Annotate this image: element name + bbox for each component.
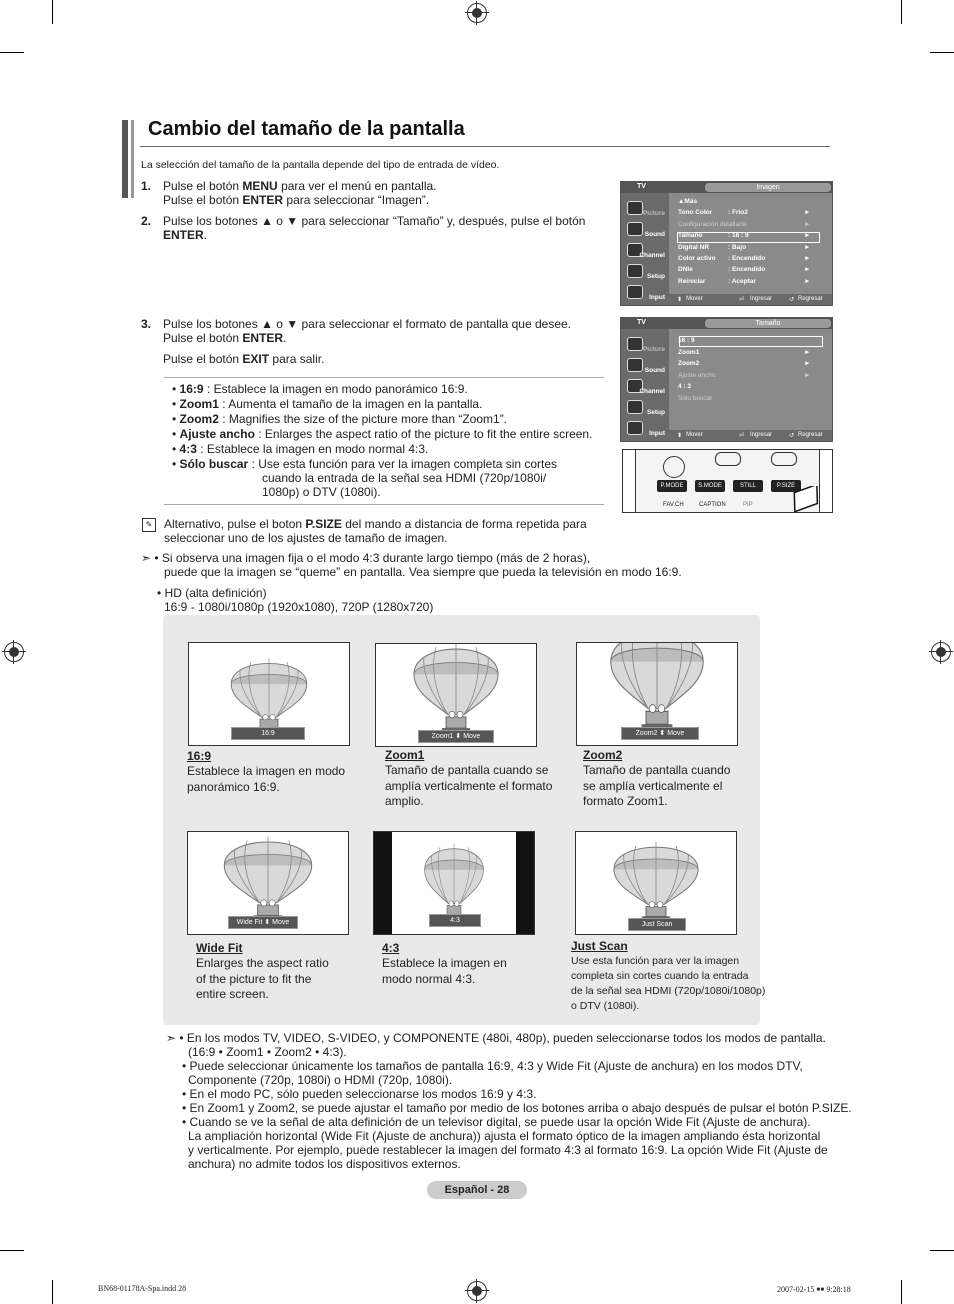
menu-row[interactable]: Digital NR : Bajo ► (678, 243, 811, 251)
smode-button[interactable]: S.MODE (695, 480, 725, 492)
menu-side-setup[interactable]: Setup (625, 398, 667, 416)
menu-selection-highlight (679, 336, 823, 347)
crop-mark (901, 1280, 902, 1304)
size-mode-preview (575, 831, 737, 935)
size-mode-title: 16:9 (187, 749, 212, 763)
crop-mark (0, 52, 24, 53)
pmode-button[interactable]: P.MODE (657, 480, 687, 492)
step-1 (141, 179, 611, 209)
size-mode-preview (576, 642, 738, 746)
footer-filename: BN68-01178A-Spa.indd 28 (98, 1284, 187, 1293)
registration-mark-icon (4, 642, 24, 662)
menu-row[interactable]: DNIe : Encendido ► (678, 266, 811, 274)
menu-row[interactable]: Color activo : Encendido ► (678, 255, 811, 262)
size-mode-title: Zoom1 (385, 748, 425, 762)
remote-button[interactable] (715, 452, 741, 466)
step-number: 3. (141, 317, 152, 331)
size-mode-description: Tamaño de pantalla cuando se amplía verticalmente el formato amplio. (385, 763, 553, 808)
remote-control-illustration (622, 449, 833, 513)
still-button[interactable]: STILL (733, 480, 763, 492)
menu-tv-label: TV (637, 319, 646, 326)
arrow-icon: ➣ (141, 551, 155, 565)
menu-side-sound[interactable]: Sound (625, 220, 667, 238)
menu-side-picture[interactable]: Picture (625, 199, 667, 217)
menu-side-setup[interactable]: Setup (625, 262, 667, 280)
size-mode-preview (188, 642, 350, 746)
menu-row[interactable]: Sólo buscar (678, 394, 713, 402)
return-icon: ↺ (789, 297, 795, 303)
step-2 (141, 214, 611, 244)
intro-text: La selección del tamaño de la pantalla depende del tipo de entrada de vídeo. (141, 159, 500, 171)
move-icon: ⬍ (677, 297, 683, 303)
caption-label: CAPTION (699, 502, 726, 508)
crop-mark (930, 1250, 954, 1251)
note-burn-in: ➣ • Si observa una imagen fija o el modo 4:3 durante largo tiempo (más de 2 horas), puede que la imagen se “queme” en pantalla. Vea siempre que pueda la televisión en modo 16:9. (141, 551, 682, 579)
footer-timestamp: 2007-02-15 ￭￭ 9:28:18 (777, 1285, 851, 1294)
step-number: 2. (141, 214, 152, 228)
note-line: • Cuando se ve la señal de alta definición de un televisor digital, se puede usar la opción Wide Fit (Ajuste de anchura). (182, 1115, 811, 1129)
osd-size-tag: Just Scan (628, 918, 686, 931)
psize-button[interactable]: P.SIZE (771, 480, 801, 492)
note-line: (16:9 • Zoom1 • Zoom2 • 4:3). (188, 1045, 347, 1059)
note-line: y verticalmente. Por ejemplo, puede restablecer la imagen del formato 4:3 al formato 16:9. La opción Wide Fit (Ajuste de (188, 1143, 828, 1157)
size-mode-description: Enlarges the aspect ratio of the picture to fit the entire screen. (196, 956, 329, 1001)
option-16-9: • 16:9 : Establece la imagen en modo panorámico 16:9. (172, 382, 468, 396)
menu-row[interactable]: 16 : 9 (678, 337, 695, 344)
osd-size-tag: Zoom2 ⬍ Move (621, 727, 699, 740)
sound-icon (627, 358, 643, 372)
step-line: Pulse el botón EXIT para salir. (163, 352, 325, 366)
menu-tab-tamano[interactable]: Tamaño (705, 319, 831, 328)
step-line: Pulse el botón ENTER para seleccionar “Imagen”. (163, 193, 430, 207)
step-line: Pulse los botones ▲ o ▼ para seleccionar “Tamaño” y, después, pulse el botón (163, 214, 586, 228)
step-line: Pulse el botón MENU para ver el menú en pantalla. (163, 179, 437, 193)
page-title: Cambio del tamaño de la pantalla (148, 118, 465, 140)
osd-size-tag: 16:9 (231, 727, 305, 740)
menu-side-input[interactable]: Input (625, 283, 667, 301)
menu-row[interactable]: Zoom2 ► (678, 360, 811, 367)
menu-row[interactable]: Ajuste ancho ► (678, 371, 811, 379)
size-mode-title: Just Scan (571, 939, 628, 953)
crop-mark (901, 0, 902, 24)
menu-row[interactable]: 4 : 3 (678, 383, 692, 390)
pip-label: PIP (743, 502, 753, 508)
title-accent-bar (131, 120, 134, 198)
menu-footer: ⬍ Mover ⏎ Ingresar ↺ Regresar (669, 294, 832, 305)
tv-menu-imagen (620, 181, 833, 306)
note-line: Componente (720p, 1080i) o HDMI (720p, 1080i). (188, 1073, 453, 1087)
picture-icon (627, 201, 643, 215)
registration-mark-icon (467, 3, 487, 23)
menu-side-channel[interactable]: Channel (625, 241, 667, 259)
input-icon (627, 421, 643, 435)
step-line: Pulse el botón ENTER. (163, 331, 287, 345)
crop-mark (0, 1250, 24, 1251)
return-button-icon[interactable] (663, 456, 685, 478)
setup-icon (627, 264, 643, 278)
osd-size-tag: Wide Fit ⬍ Move (228, 916, 298, 929)
size-mode-preview (187, 831, 349, 935)
menu-row[interactable]: Tono Color : Frío2 ► (678, 209, 811, 217)
menu-footer: ⬍ Mover ⏎ Ingresar ↺ Regresar (669, 430, 832, 441)
note-line: anchura) no admite todos los dispositivos externos. (188, 1157, 461, 1171)
step-number: 1. (141, 179, 152, 193)
note-psize: Alternativo, pulse el boton P.SIZE del mando a distancia de forma repetida para seleccionar uno de los ajustes de tamaño de imagen. (164, 517, 587, 545)
registration-mark-icon (467, 1281, 487, 1301)
menu-row[interactable]: ▲Más (678, 198, 698, 205)
crop-mark (52, 1280, 53, 1304)
favch-label: FAV.CH (663, 502, 684, 508)
size-mode-description: Establece la imagen en modo normal 4:3. (382, 956, 507, 986)
note-icon: ✎ (142, 518, 156, 532)
menu-side-channel[interactable]: Channel (625, 377, 667, 395)
title-rule (140, 146, 830, 147)
size-mode-preview (373, 831, 535, 935)
menu-row[interactable]: Configuración detallada ► (678, 220, 811, 228)
menu-side-sound[interactable]: Sound (625, 356, 667, 374)
osd-size-tag: Zoom1 ⬍ Move (418, 730, 494, 743)
step-line: Pulse los botones ▲ o ▼ para seleccionar el formato de pantalla que desee. (163, 317, 571, 331)
step-line: ENTER. (163, 228, 208, 242)
size-mode-description: Establece la imagen en modo panorámico 16:9. (187, 764, 346, 794)
menu-row[interactable]: Tamaño : 16 : 9 ► (678, 232, 811, 240)
move-icon: ⬍ (677, 433, 683, 439)
pointer-arrow-icon (791, 486, 831, 512)
note-hd: • HD (alta definición) 16:9 - 1080i/1080p (1920x1080), 720P (1280x720) (157, 586, 434, 614)
osd-size-tag: 4:3 (429, 914, 481, 927)
option-zoom2: • Zoom2 : Magnifies the size of the picture more than “Zoom1”. (172, 412, 508, 426)
menu-side-input[interactable]: Input (625, 419, 667, 437)
remote-button[interactable] (771, 452, 797, 466)
title-accent-bar (122, 120, 128, 198)
option-solo-buscar-cont: 1080p) o DTV (1080i). (262, 485, 381, 499)
size-mode-description: Tamaño de pantalla cuando se amplía verticalmente el formato Zoom1. (583, 763, 731, 808)
input-icon (627, 285, 643, 299)
setup-icon (627, 400, 643, 414)
note-line: ➣ • En los modos TV, VIDEO, S-VIDEO, y COMPONENTE (480i, 480p), pueden seleccionarse todos los modos de pantalla. (166, 1031, 826, 1045)
picture-icon (627, 337, 643, 351)
size-mode-title: Wide Fit (196, 941, 243, 955)
crop-mark (52, 0, 53, 24)
note-line: • En el modo PC, sólo pueden seleccionarse los modos 16:9 y 4:3. (182, 1087, 537, 1101)
option-solo-buscar: • Sólo buscar : Use esta función para ver la imagen completa sin cortes (172, 457, 558, 471)
enter-icon: ⏎ (739, 433, 745, 439)
sound-icon (627, 222, 643, 236)
menu-tab-imagen[interactable]: Imagen (705, 183, 831, 192)
note-line: • En Zoom1 y Zoom2, se puede ajustar el tamaño por medio de los botones arriba o abajo después de pulsar el botón P.SIZE. (182, 1101, 852, 1115)
size-mode-description: Use esta función para ver la imagen completa sin cortes cuando la entrada de la señal sea HDMI (720p/1080i/1080p) o DTV (1080i). (571, 955, 766, 1012)
size-mode-title: Zoom2 (583, 748, 623, 762)
option-solo-buscar-cont: cuando la entrada de la señal sea HDMI (720p/1080i/ (262, 471, 547, 485)
menu-row[interactable]: Zoom1 ► (678, 348, 811, 356)
size-mode-preview (375, 643, 537, 747)
option-ajuste-ancho: • Ajuste ancho : Enlarges the aspect ratio of the picture to fit the entire screen. (172, 427, 593, 441)
menu-row[interactable]: Reiniciar : Aceptar ► (678, 277, 811, 285)
option-4-3: • 4:3 : Establece la imagen en modo normal 4:3. (172, 442, 429, 456)
menu-tv-label: TV (637, 183, 646, 190)
size-options-box (164, 377, 604, 505)
return-icon: ↺ (789, 433, 795, 439)
menu-side-picture[interactable]: Picture (625, 335, 667, 353)
note-line: • Puede seleccionar únicamente los tamaños de pantalla 16:9, 4:3 y Wide Fit (Ajuste de anchura) en los modos DTV, (182, 1059, 803, 1073)
crop-mark (930, 52, 954, 53)
size-mode-title: 4:3 (382, 941, 400, 955)
enter-icon: ⏎ (739, 297, 745, 303)
note-line: La ampliación horizontal (Wide Fit (Ajuste de anchura)) ajusta el formato óptico de la imagen ampliando ésta horizontal (188, 1129, 821, 1143)
option-zoom1: • Zoom1 : Aumenta el tamaño de la imagen en la pantalla. (172, 397, 483, 411)
step-3 (141, 317, 611, 369)
page-number-badge: Español - 28 (427, 1181, 527, 1199)
registration-mark-icon (931, 642, 951, 662)
tv-menu-tamano (620, 317, 833, 442)
